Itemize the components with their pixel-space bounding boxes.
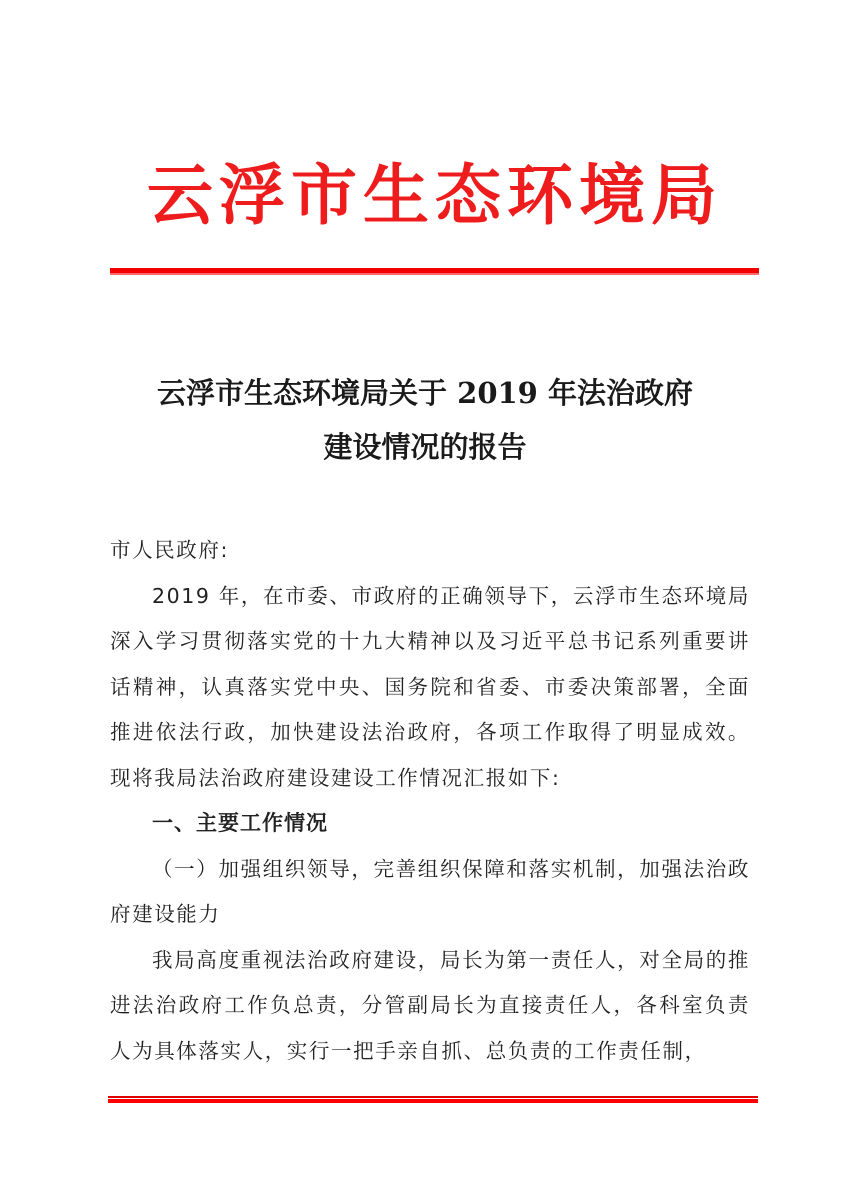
title-line-2: 建设情况的报告: [323, 430, 527, 464]
subsection-paragraph: 我局高度重视法治政府建设，局长为第一责任人，对全局的推进法治政府工作负总责，分管副局长为直接责任人，各科室负责人为具体落实人，实行一把手亲自抓、总负责的工作责任制，: [110, 947, 750, 1063]
salutation: 市人民政府:: [110, 538, 230, 562]
title-line-1: 云浮市生态环境局关于 2019 年法治政府: [157, 376, 693, 410]
intro-paragraph: 2019 年，在市委、市政府的正确领导下，云浮市生态环境局深入学习贯彻落实党的十九大精神以及习近平总书记系列重要讲话精神，认真落实党中央、国务院和省委、市委决策部署，全面推进依法行政，加快建设法治政府，各项工作取得了明显成效。现将我局法治政府建设建设工作情况汇报如下:: [110, 583, 750, 790]
masthead-divider: [110, 268, 759, 275]
section-heading: 一、主要工作情况: [152, 811, 328, 835]
footer-divider: [108, 1096, 758, 1103]
document-title: [100, 366, 750, 474]
document-body: [110, 528, 750, 1074]
subsection-heading: （一）加强组织领导，完善组织保障和落实机制，加强法治政府建设能力: [110, 856, 750, 926]
agency-masthead: 云浮市生态环境局: [147, 156, 723, 234]
